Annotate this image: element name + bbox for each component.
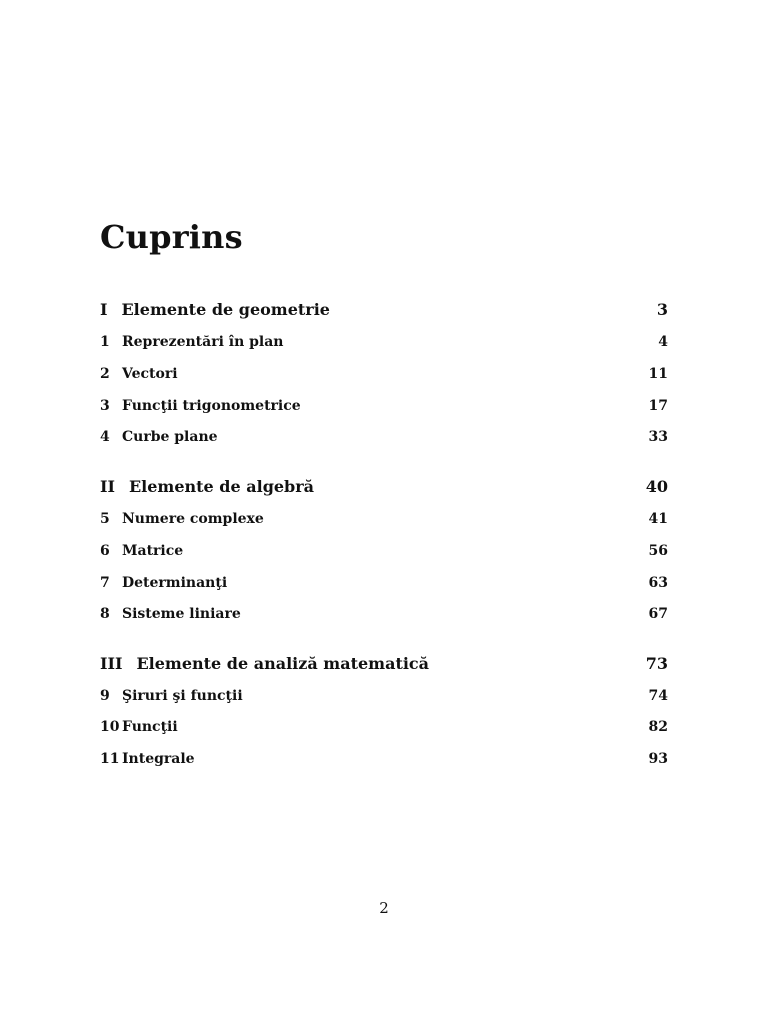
toc-chapter-4[interactable] bbox=[100, 429, 668, 445]
chapter-number: 7 bbox=[100, 575, 110, 591]
chapter-title: Matrice bbox=[122, 543, 184, 559]
chapter-title: Vectori bbox=[122, 366, 178, 382]
part-number: I bbox=[100, 300, 108, 319]
chapter-number: 5 bbox=[100, 511, 110, 527]
part-number: II bbox=[100, 477, 115, 496]
chapter-page: 17 bbox=[648, 398, 668, 414]
toc-chapter-8[interactable] bbox=[100, 606, 668, 622]
toc-chapter-11[interactable] bbox=[100, 751, 668, 767]
chapter-title: Numere complexe bbox=[122, 511, 264, 527]
part-page: 40 bbox=[645, 477, 668, 496]
chapter-page: 41 bbox=[648, 511, 668, 527]
chapter-number: 9 bbox=[100, 688, 110, 704]
toc-chapter-10[interactable] bbox=[100, 719, 668, 735]
chapter-title: Funcţii bbox=[122, 719, 178, 735]
chapter-title: Şiruri şi funcţii bbox=[122, 688, 243, 704]
part-title: Elemente de geometrie bbox=[121, 300, 330, 319]
chapter-number: 6 bbox=[100, 543, 110, 559]
part-page: 73 bbox=[645, 654, 668, 673]
chapter-number: 2 bbox=[100, 366, 110, 382]
toc-part-1[interactable] bbox=[100, 300, 668, 319]
chapter-number: 8 bbox=[100, 606, 110, 622]
chapter-page: 93 bbox=[648, 751, 668, 767]
chapter-page: 33 bbox=[648, 429, 668, 445]
chapter-title: Curbe plane bbox=[122, 429, 218, 445]
chapter-page: 4 bbox=[658, 334, 668, 350]
chapter-number: 3 bbox=[100, 398, 110, 414]
page-title: Cuprins bbox=[100, 218, 243, 256]
chapter-title: Sisteme liniare bbox=[122, 606, 241, 622]
toc-part-3[interactable] bbox=[100, 654, 668, 673]
chapter-page: 63 bbox=[648, 575, 668, 591]
chapter-number: 10 bbox=[100, 719, 120, 735]
toc-chapter-7[interactable] bbox=[100, 575, 668, 591]
toc-chapter-3[interactable] bbox=[100, 398, 668, 414]
toc-chapter-2[interactable] bbox=[100, 366, 668, 382]
chapter-title: Integrale bbox=[122, 751, 195, 767]
chapter-number: 4 bbox=[100, 429, 110, 445]
chapter-title: Funcţii trigonometrice bbox=[122, 398, 301, 414]
chapter-page: 56 bbox=[648, 543, 668, 559]
toc-chapter-6[interactable] bbox=[100, 543, 668, 559]
chapter-page: 82 bbox=[648, 719, 668, 735]
chapter-number: 11 bbox=[100, 751, 120, 767]
part-page: 3 bbox=[656, 300, 668, 319]
toc-chapter-1[interactable] bbox=[100, 334, 668, 350]
toc-part-2[interactable] bbox=[100, 477, 668, 496]
chapter-number: 1 bbox=[100, 334, 110, 350]
chapter-page: 67 bbox=[648, 606, 668, 622]
chapter-title: Reprezentări în plan bbox=[122, 334, 284, 350]
toc-chapter-5[interactable] bbox=[100, 511, 668, 527]
part-title: Elemente de analiză matematică bbox=[136, 654, 430, 673]
toc-chapter-9[interactable] bbox=[100, 688, 668, 704]
part-number: III bbox=[100, 654, 123, 673]
chapter-page: 11 bbox=[648, 366, 668, 382]
page-number: 2 bbox=[379, 899, 389, 917]
part-title: Elemente de algebră bbox=[128, 477, 315, 496]
chapter-title: Determinanţi bbox=[122, 575, 228, 591]
chapter-page: 74 bbox=[648, 688, 668, 704]
